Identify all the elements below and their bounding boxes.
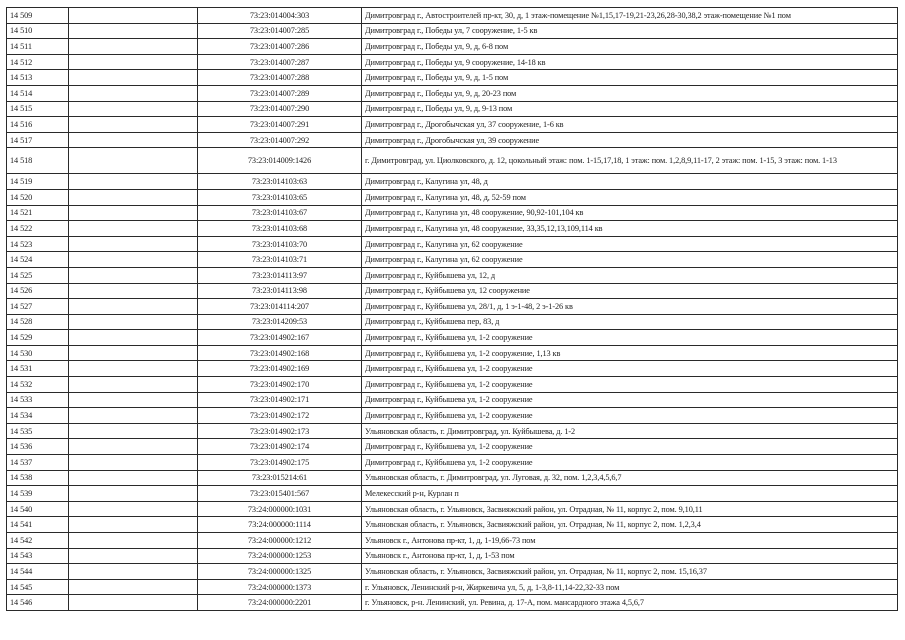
empty-cell [69, 361, 198, 377]
cadastral-number-cell: 73:23:014103:65 [198, 189, 362, 205]
cadastral-number-cell: 73:24:000000:1373 [198, 579, 362, 595]
table-row [7, 70, 898, 86]
address-cell: Ульяновская область, г. Ульяновск, Засвияжский район, ул. Отрадная, № 11, корпус 2, пом. 1,2,3,4 [362, 517, 898, 533]
table-row [7, 101, 898, 117]
empty-cell [69, 517, 198, 533]
row-number-cell: 14 535 [7, 423, 69, 439]
row-number-cell: 14 544 [7, 564, 69, 580]
table-row [7, 283, 898, 299]
row-number-cell: 14 533 [7, 392, 69, 408]
cadastral-number-cell: 73:23:014004:303 [198, 8, 362, 24]
cadastral-number-cell: 73:24:000000:1253 [198, 548, 362, 564]
address-cell: Димитровград г., Куйбышева ул, 1-2 сооружение, 1,13 кв [362, 345, 898, 361]
address-cell: Димитровград г., Куйбышева ул, 12 сооружение [362, 283, 898, 299]
address-cell: Димитровград г., Дрогобычская ул, 37 сооружение, 1-6 кв [362, 117, 898, 133]
cadastral-number-cell: 73:23:014902:171 [198, 392, 362, 408]
table-row [7, 377, 898, 393]
row-number-cell: 14 542 [7, 533, 69, 549]
cadastral-number-cell: 73:23:014009:1426 [198, 148, 362, 174]
empty-cell [69, 132, 198, 148]
empty-cell [69, 470, 198, 486]
cadastral-number-cell: 73:23:015214:61 [198, 470, 362, 486]
row-number-cell: 14 518 [7, 148, 69, 174]
table-row [7, 148, 898, 174]
cadastral-number-cell: 73:23:014902:172 [198, 408, 362, 424]
cadastral-number-cell: 73:23:014113:97 [198, 267, 362, 283]
empty-cell [69, 39, 198, 55]
cadastral-number-cell: 73:23:014902:175 [198, 455, 362, 471]
address-cell: Ульяновская область, г. Димитровград, ул. Куйбышева, д. 1-2 [362, 423, 898, 439]
empty-cell [69, 564, 198, 580]
cadastral-number-cell: 73:23:014103:63 [198, 174, 362, 190]
empty-cell [69, 267, 198, 283]
address-cell: Димитровград г., Автостроителей пр-кт, 30, д, 1 этаж-помещение №1,15,17-19,21-23,26,28-30,38,2 этаж-помещение №1 пом [362, 8, 898, 24]
empty-cell [69, 392, 198, 408]
cadastral-number-cell: 73:24:000000:1031 [198, 501, 362, 517]
cadastral-number-cell: 73:23:014902:167 [198, 330, 362, 346]
row-number-cell: 14 539 [7, 486, 69, 502]
address-cell: Димитровград г., Куйбышева ул, 12, д [362, 267, 898, 283]
cadastral-number-cell: 73:24:000000:1212 [198, 533, 362, 549]
row-number-cell: 14 537 [7, 455, 69, 471]
row-number-cell: 14 515 [7, 101, 69, 117]
row-number-cell: 14 538 [7, 470, 69, 486]
empty-cell [69, 189, 198, 205]
address-cell: Димитровград г., Победы ул, 9, д, 6-8 пом [362, 39, 898, 55]
empty-cell [69, 283, 198, 299]
table-row [7, 392, 898, 408]
cadastral-number-cell: 73:23:014902:170 [198, 377, 362, 393]
table-row [7, 361, 898, 377]
table-row [7, 23, 898, 39]
cadastral-number-cell: 73:23:014902:169 [198, 361, 362, 377]
table-row [7, 548, 898, 564]
empty-cell [69, 423, 198, 439]
row-number-cell: 14 514 [7, 85, 69, 101]
row-number-cell: 14 527 [7, 299, 69, 315]
table-row [7, 132, 898, 148]
table-row [7, 533, 898, 549]
cadastral-number-cell: 73:24:000000:1325 [198, 564, 362, 580]
table-row [7, 564, 898, 580]
cadastral-number-cell: 73:23:014103:70 [198, 236, 362, 252]
address-cell: Димитровград г., Куйбышева ул, 1-2 сооружение [362, 330, 898, 346]
row-number-cell: 14 509 [7, 8, 69, 24]
cadastral-number-cell: 73:23:014902:174 [198, 439, 362, 455]
address-cell: Димитровград г., Победы ул, 9 сооружение, 14-18 кв [362, 54, 898, 70]
table-row [7, 8, 898, 24]
row-number-cell: 14 524 [7, 252, 69, 268]
row-number-cell: 14 534 [7, 408, 69, 424]
row-number-cell: 14 517 [7, 132, 69, 148]
table-row [7, 470, 898, 486]
empty-cell [69, 101, 198, 117]
address-cell: г. Ульяновск, р-н. Ленинский, ул. Ревина, д. 17-А, пом. мансардного этажа 4,5,6,7 [362, 595, 898, 611]
cadastral-number-cell: 73:23:014103:67 [198, 205, 362, 221]
cadastral-number-cell: 73:23:015401:567 [198, 486, 362, 502]
table-row [7, 408, 898, 424]
row-number-cell: 14 521 [7, 205, 69, 221]
cadastral-number-cell: 73:23:014113:98 [198, 283, 362, 299]
table-row [7, 595, 898, 611]
address-cell: Димитровград г., Победы ул, 9, д, 20-23 пом [362, 85, 898, 101]
empty-cell [69, 377, 198, 393]
table-row [7, 486, 898, 502]
row-number-cell: 14 543 [7, 548, 69, 564]
table-row [7, 330, 898, 346]
table-row [7, 174, 898, 190]
empty-cell [69, 70, 198, 86]
table-row [7, 439, 898, 455]
row-number-cell: 14 516 [7, 117, 69, 133]
table-row [7, 455, 898, 471]
row-number-cell: 14 510 [7, 23, 69, 39]
empty-cell [69, 439, 198, 455]
table-row [7, 39, 898, 55]
address-cell: Димитровград г., Куйбышева ул, 1-2 сооружение [362, 455, 898, 471]
cadastral-number-cell: 73:23:014103:68 [198, 221, 362, 237]
empty-cell [69, 117, 198, 133]
address-cell: Димитровград г., Калугина ул, 62 сооружение [362, 252, 898, 268]
cadastral-number-cell: 73:23:014007:289 [198, 85, 362, 101]
row-number-cell: 14 511 [7, 39, 69, 55]
address-cell: Димитровград г., Куйбышева ул, 28/1, д, 1 э-1-48, 2 э-1-26 кв [362, 299, 898, 315]
empty-cell [69, 345, 198, 361]
cadastral-number-cell: 73:23:014007:288 [198, 70, 362, 86]
row-number-cell: 14 520 [7, 189, 69, 205]
address-cell: Димитровград г., Победы ул, 9, д, 9-13 пом [362, 101, 898, 117]
address-cell: Мелекесский р-н, Курлан п [362, 486, 898, 502]
address-cell: Димитровград г., Куйбышева ул, 1-2 сооружение [362, 439, 898, 455]
address-cell: Димитровград г., Дрогобычская ул, 39 сооружение [362, 132, 898, 148]
cadastral-number-cell: 73:23:014902:168 [198, 345, 362, 361]
empty-cell [69, 236, 198, 252]
empty-cell [69, 299, 198, 315]
empty-cell [69, 533, 198, 549]
address-cell: Димитровград г., Куйбышева пер, 83, д [362, 314, 898, 330]
cadastral-number-cell: 73:24:000000:2201 [198, 595, 362, 611]
address-cell: г. Димитровград, ул. Циолковского, д. 12, цокольный этаж: пом. 1-15,17,18, 1 этаж: пом. 1,2,8,9,11-17, 2 этаж: пом. 1-15, 3 этаж: пом. 1-13 [362, 148, 898, 174]
empty-cell [69, 54, 198, 70]
row-number-cell: 14 519 [7, 174, 69, 190]
address-cell: Димитровград г., Куйбышева ул, 1-2 сооружение [362, 392, 898, 408]
cadastral-number-cell: 73:23:014114:207 [198, 299, 362, 315]
address-cell: Димитровград г., Куйбышева ул, 1-2 сооружение [362, 361, 898, 377]
address-cell: Ульяновская область, г. Ульяновск, Засвияжский район, ул. Отрадная, № 11, корпус 2, пом. 9,10,11 [362, 501, 898, 517]
empty-cell [69, 252, 198, 268]
table-row [7, 252, 898, 268]
cadastral-number-cell: 73:23:014007:287 [198, 54, 362, 70]
row-number-cell: 14 532 [7, 377, 69, 393]
row-number-cell: 14 536 [7, 439, 69, 455]
table-row [7, 517, 898, 533]
cadastral-number-cell: 73:23:014007:285 [198, 23, 362, 39]
row-number-cell: 14 528 [7, 314, 69, 330]
empty-cell [69, 486, 198, 502]
empty-cell [69, 8, 198, 24]
empty-cell [69, 330, 198, 346]
table-row [7, 314, 898, 330]
address-cell: Димитровград г., Победы ул, 7 сооружение, 1-5 кв [362, 23, 898, 39]
table-row [7, 345, 898, 361]
row-number-cell: 14 546 [7, 595, 69, 611]
empty-cell [69, 455, 198, 471]
registry-table [6, 7, 898, 611]
row-number-cell: 14 530 [7, 345, 69, 361]
address-cell: Ульяновск г., Антонова пр-кт, 1, д, 1-53 пом [362, 548, 898, 564]
cadastral-number-cell: 73:23:014007:290 [198, 101, 362, 117]
table-row [7, 54, 898, 70]
empty-cell [69, 148, 198, 174]
row-number-cell: 14 513 [7, 70, 69, 86]
empty-cell [69, 85, 198, 101]
empty-cell [69, 314, 198, 330]
address-cell: Димитровград г., Калугина ул, 62 сооружение [362, 236, 898, 252]
address-cell: г. Ульяновск, Ленинский р-н, Жиркевича ул, 5, д, 1-3,8-11,14-22,32-33 пом [362, 579, 898, 595]
cadastral-number-cell: 73:23:014007:291 [198, 117, 362, 133]
address-cell: Димитровград г., Калугина ул, 48 сооружение, 90,92-101,104 кв [362, 205, 898, 221]
row-number-cell: 14 525 [7, 267, 69, 283]
registry-table-body [7, 8, 898, 611]
table-row [7, 579, 898, 595]
address-cell: Димитровград г., Калугина ул, 48, д, 52-59 пом [362, 189, 898, 205]
empty-cell [69, 548, 198, 564]
address-cell: Димитровград г., Куйбышева ул, 1-2 сооружение [362, 408, 898, 424]
address-cell: Ульяновск г., Антонова пр-кт, 1, д, 1-19,66-73 пом [362, 533, 898, 549]
table-row [7, 299, 898, 315]
table-row [7, 189, 898, 205]
registry-document [6, 7, 897, 611]
address-cell: Ульяновская область, г. Димитровград, ул. Луговая, д. 32, пом. 1,2,3,4,5,6,7 [362, 470, 898, 486]
cadastral-number-cell: 73:23:014007:286 [198, 39, 362, 55]
table-row [7, 221, 898, 237]
row-number-cell: 14 545 [7, 579, 69, 595]
cadastral-number-cell: 73:24:000000:1114 [198, 517, 362, 533]
table-row [7, 267, 898, 283]
table-row [7, 501, 898, 517]
cadastral-number-cell: 73:23:014103:71 [198, 252, 362, 268]
address-cell: Димитровград г., Калугина ул, 48, д [362, 174, 898, 190]
table-row [7, 423, 898, 439]
row-number-cell: 14 540 [7, 501, 69, 517]
empty-cell [69, 174, 198, 190]
table-row [7, 205, 898, 221]
table-row [7, 236, 898, 252]
address-cell: Димитровград г., Победы ул, 9, д, 1-5 пом [362, 70, 898, 86]
empty-cell [69, 23, 198, 39]
empty-cell [69, 501, 198, 517]
row-number-cell: 14 522 [7, 221, 69, 237]
table-row [7, 85, 898, 101]
table-row [7, 117, 898, 133]
empty-cell [69, 205, 198, 221]
address-cell: Димитровград г., Калугина ул, 48 сооружение, 33,35,12,13,109,114 кв [362, 221, 898, 237]
address-cell: Ульяновская область, г. Ульяновск, Засвияжский район, ул. Отрадная, № 11, корпус 2, пом. 15,16,37 [362, 564, 898, 580]
row-number-cell: 14 541 [7, 517, 69, 533]
cadastral-number-cell: 73:23:014007:292 [198, 132, 362, 148]
empty-cell [69, 579, 198, 595]
empty-cell [69, 595, 198, 611]
address-cell: Димитровград г., Куйбышева ул, 1-2 сооружение [362, 377, 898, 393]
row-number-cell: 14 523 [7, 236, 69, 252]
empty-cell [69, 221, 198, 237]
row-number-cell: 14 526 [7, 283, 69, 299]
cadastral-number-cell: 73:23:014209:53 [198, 314, 362, 330]
row-number-cell: 14 529 [7, 330, 69, 346]
empty-cell [69, 408, 198, 424]
row-number-cell: 14 512 [7, 54, 69, 70]
cadastral-number-cell: 73:23:014902:173 [198, 423, 362, 439]
row-number-cell: 14 531 [7, 361, 69, 377]
